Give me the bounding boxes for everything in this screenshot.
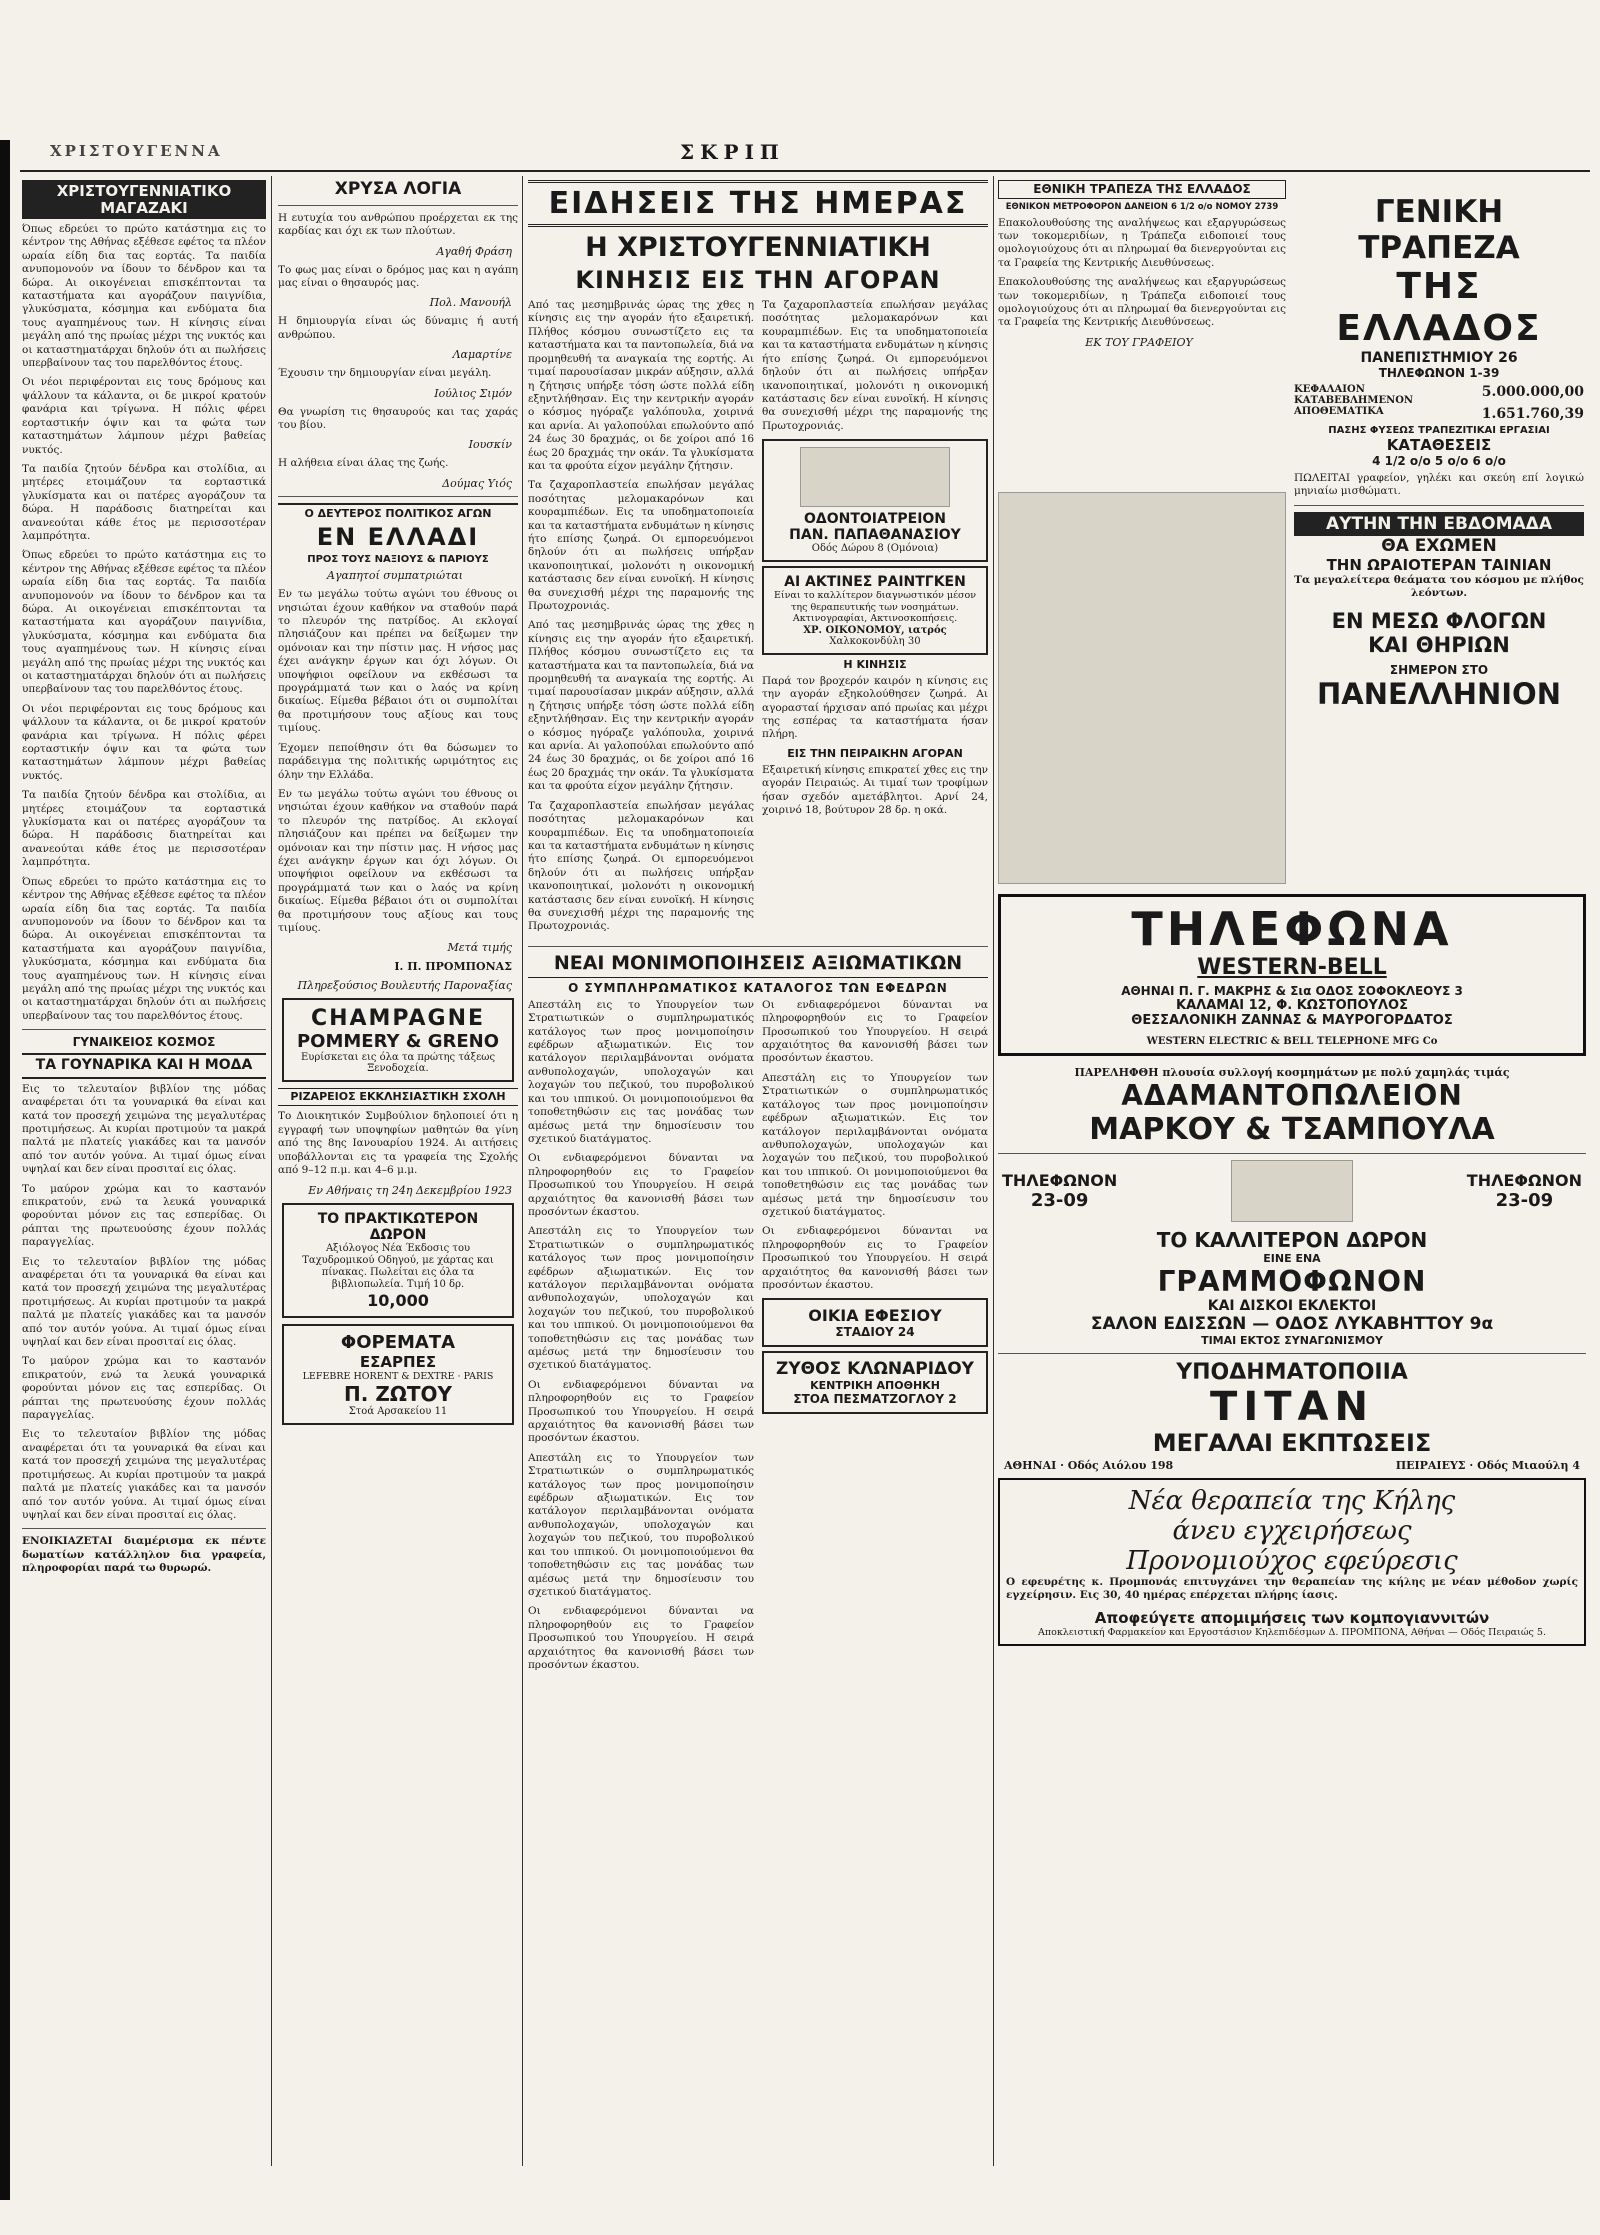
gramophone-phones-row xyxy=(1002,1160,1582,1222)
women-section-title: ΓΥΝΑΙΚΕΙΟΣ ΚΟΣΜΟΣ xyxy=(72,1035,216,1050)
officers-left-column xyxy=(528,999,754,1679)
officers-columns xyxy=(528,999,988,1679)
gramophone-illustration xyxy=(1231,1160,1353,1222)
quote-author: Δούμας Υιός xyxy=(442,476,512,490)
divider xyxy=(998,1153,1586,1154)
women-headline: ΤΑ ΓΟΥΝΑΡΙΚΑ ΚΑΙ Η ΜΟΔΑ xyxy=(22,1053,266,1078)
bank-row xyxy=(998,176,1586,468)
national-bank-text: Επακολουθούσης της αναλήψεως και εξαργυρώσεως των τοκομεριδίων, η Τράπεζα ειδοποιεί τους ομολογιούχους ότι αι πληρωμαί θα διενεργούνται εις τα Γραφεία της Κεντρικής Διευθύνσεως. xyxy=(998,216,1286,269)
general-bank-rates: 4 1/2 ο/ο 5 ο/ο 6 ο/ο xyxy=(1372,454,1506,468)
champagne-line2: POMMERY & GRENO xyxy=(296,1031,500,1053)
cinema-title2: ΚΑΙ ΘΗΡΙΩΝ xyxy=(1368,632,1510,657)
national-bank-signature: ΕΚ ΤΟΥ ΓΡΑΦΕΙΟΥ xyxy=(1085,335,1193,349)
gramophone-phone-right xyxy=(1467,1171,1582,1211)
xray-address: Χαλκοκονδύλη 30 xyxy=(829,635,921,647)
cinema-week: ΑΥΤΗΝ ΤΗΝ ΕΒΔΟΜΑΔΑ xyxy=(1294,512,1584,536)
sale-notice: ΠΩΛΕΙΤΑΙ γραφείον, γηλέκι και σκεύη επί λογικώ μηνιαίω μισθώματι. xyxy=(1294,472,1584,498)
officers-text: Απεστάλη εις το Υπουργείον των Στρατιωτικών ο συμπληρωματικός κατάλογος των προς μονιμοποίησιν εφέδρων αξιωματικών. Εις τον κατάλογον περιλαμβάνονται ονόματα ανθυπολοχαγών, υπολοχαγών και λοχαγών του πεζικού, του πυροβολικού και του ιππικού. Οι μονιμοποιούμενοι θα τοποθετηθώσιν εις τας μονάδας των αμέσως μετά την δημοσίευσιν του σχετικού διατάγματος. xyxy=(762,1071,988,1218)
section-title-news: ΕΙΔΗΣΕΙΣ ΤΗΣ ΗΜΕΡΑΣ xyxy=(528,180,988,227)
beer-ad xyxy=(762,1351,988,1414)
xray-title: ΑΙ ΑΚΤΙΝΕΣ ΡΑΙΝΤΓΚΕΝ xyxy=(784,574,966,591)
quote-text: Η ευτυχία του ανθρώπου προέρχεται εκ της καρδίας και όχι εκ των πλούτων. xyxy=(278,211,518,238)
national-bank-title: ΕΘΝΙΚΗ ΤΡΑΠΕΖΑ ΤΗΣ ΕΛΛΑΔΟΣ xyxy=(998,180,1286,199)
header-left-label: ΧΡΙΣΤΟΥΓΕΝΝΑ xyxy=(50,142,223,160)
divider xyxy=(998,1353,1586,1354)
women-article: Το μαύρον χρώμα και το καστανόν επικρατούν, ενώ τα λευκά γουναρικά φορούνται μόνον εις τας εσπερίδας. Οι ράπται της πρωτευούσης έχουν πολλάς παραγγελίας. xyxy=(22,1355,266,1422)
officers-text: Οι ενδιαφερόμενοι δύνανται να πληροφορηθούν εις το Γραφείον Προσωπικού του Υπουργείου. Η σειρά αρχαιότητος θα κανονισθή βάσει των προσόντων έκαστου. xyxy=(762,1225,988,1291)
women-article: Εις το τελευταίον βιβλίον της μόδας αναφέρεται ότι τα γουναρικά θα είναι και κατά τον προσεχή χειμώνα της μεγαλυτέρας προτιμήσεως. Αι κυρίαι προτιμούν τα μακρά παλτά με πλατείς γιακάδες και τα μανσόν από τον αυτόν γούνα. Αι τιμαί όμως είναι υψηλαί και δεν είναι προσιταί εις όλας. xyxy=(22,1255,266,1349)
general-bank-capital-row xyxy=(1294,384,1584,406)
women-article: Εις το τελευταίον βιβλίον της μόδας αναφέρεται ότι τα γουναρικά θα είναι και κατά τον προσεχή χειμώνα της μεγαλυτέρας προτιμήσεως. Αι κυρίαι προτιμούν τα μακρά παλτά με πλατείς γιακάδες και τα μανσόν από τον αυτόν γούνα. Αι τιμαί όμως είναι υψηλαί και δεν είναι προσιταί εις όλας. xyxy=(22,1082,266,1176)
dentist-name: ΠΑΝ. ΠΑΠΑΘΑΝΑΣΙΟΥ xyxy=(789,527,961,544)
news-right-column xyxy=(762,299,988,940)
race-article: Εν τω μεγάλω τούτω αγώνι του έθνους οι νησιώται έχουν καθήκον να σταθούν παρά το πλευρόν της πατρίδος. Αι εκλογαί πλησιάζουν και πρέπει να δείξωμεν την ομόνοιαν και την πίστιν μας. Η νήσος μας έχει ανάγκην έργων και όχι λόγων. Οι υποψήφιοι οφείλουν να εκθέσωσι τα προγράμματά των και ο λαός να κρίνη δικαίως. Είμεθα βέβαιοι ότι οι συμπολίται θα προτιμήσουν τους αξίους και τους τιμίους. xyxy=(278,787,518,934)
lion-tamer-illustration xyxy=(998,492,1286,884)
race-signature-label: Μετά τιμής xyxy=(447,941,512,955)
piraeus-text: Εξαιρετική κίνησις επικρατεί χθες εις την αγοράν Πειραιώς. Αι τιμαί των τροφίμων ήσαν σχεδόν αμετάβλητοι. Αρνί 24, χοιρινό 18, βούτυρον 28 δρ. η οκά. xyxy=(762,763,988,817)
movement-text: Παρά τον βροχερόν καιρόν η κίνησις εις την αγοράν εξηκολούθησεν ζωηρά. Αι αγορασταί ήρχισαν από πρωίας και μέχρι της εσπέρας τα καταστήματα ήσαν πλήρη. xyxy=(762,674,988,741)
column-rule xyxy=(271,176,272,2166)
officers-text: Οι ενδιαφερόμενοι δύνανται να πληροφορηθούν εις το Γραφείον Προσωπικού του Υπουργείου. Η σειρά αρχαιότητος θα κανονισθή βάσει των προσόντων έκαστου. xyxy=(762,998,988,1065)
col1-article: Τα παιδία ζητούν δένδρα και στολίδια, αι μητέρες ετοιμάζουν τα εορταστικά γλυκίσματα και οι πατέρες αγοράζουν τα δώρα. Η παράδοσις διατηρείται και ανανεούται κάθε έτος με περισσοτέραν λαμπρότητα. xyxy=(22,789,266,869)
hernia-text: Ο εφευρέτης κ. Προμπονάς επιτυγχάνει την θεραπείαν της κήλης με νέαν μέθοδον χωρίς εγχείρησιν. Εις 30, 40 ημέρας επέρχεται πλήρης ίασις. xyxy=(1006,1576,1578,1602)
hernia-footer: Αποκλειστική Φαρμακείον και Εργοστάσιον Κηλεπιδέσμων Δ. ΠΡΟΜΠΟΝΑ, Αθήναι — Οδός Πειραιώς 5. xyxy=(1038,1626,1546,1638)
shoes-sale: ΜΕΓΑΛΑΙ ΕΚΠΤΩΣΕΙΣ xyxy=(1152,1429,1432,1457)
capital-label: ΚΕΦΑΛΑΙΟΝ ΚΑΤΑΒΕΒΛΗΜΕΝΟΝ xyxy=(1294,384,1414,406)
beer-address: ΣΤΟΑ ΠΕΣΜΑΤΖΟΓΛΟΥ 2 xyxy=(793,1392,957,1407)
officers-text: Οι ενδιαφερόμενοι δύνανται να πληροφορηθούν εις το Γραφείον Προσωπικού του Υπουργείου. Η σειρά αρχαιότητος θα κανονισθή βάσει των προσόντων έκαστου. xyxy=(528,1152,754,1218)
race-subtitle: ΠΡΟΣ ΤΟΥΣ ΝΑΞΙΟΥΣ & ΠΑΡΙΟΥΣ xyxy=(307,554,489,566)
rent-notice: ΕΝΟΙΚΙΑΖΕΤΑΙ διαμέρισμα εκ πέντε δωματίων κατάλληλον δια γραφεία, πληροφορίαι παρά τω θυρωρώ. xyxy=(22,1535,266,1575)
col1-article: Όπως εδρεύει το πρώτο κατάστημα εις το κέντρον της Αθήνας εξέθεσε εφέτος τα πλέον ωραία είδη δια τας εορτάς. Τα παιδία ανυπομονούν να ίδουν το δένδρον και τα δώρα. Αι οικογένειαι επισκέπτονται τα καταστήματα και αγοράζουν παιγνίδια, γλυκύσματα, κόσμημα και ενδύματα δια τους αγαπημένους των. Η κίνησις είναι μεγάλη από της πρωίας μέχρι της νυκτός και οι καταστηματάρχαι δηλούν ότι αι πωλήσεις υπερβαίνουν τας του παρελθόντος έτους. xyxy=(22,223,266,370)
beer-subtitle: ΚΕΝΤΡΙΚΗ ΑΠΟΘΗΚΗ xyxy=(810,1379,940,1393)
school-text: Το Διοικητικόν Συμβούλιον δηλοποιεί ότι η εγγραφή των υποψηφίων μαθητών θα γίνη από της 8ης Ιανουαρίου 1924. Αι αιτήσεις υποβάλλονται εις τα γραφεία της Σχολής από 9–12 π.μ. και 4–6 μ.μ. xyxy=(278,1110,518,1177)
shoes-athens: ΑΘΗΝΑΙ · Οδός Αιόλου 198 xyxy=(1004,1459,1174,1472)
zotou-address: Στοά Αρσακείου 11 xyxy=(348,1405,448,1417)
jewel-title: ΑΔΑΜΑΝΤΟΠΩΛΕΙΟΝ xyxy=(1121,1079,1463,1112)
gramophone-phone-label: ΤΗΛΕΦΩΝΟΝ xyxy=(1002,1171,1118,1190)
quote-author: Πολ. Μανουήλ xyxy=(429,296,512,310)
gramophone-subtitle: ΚΑΙ ΔΙΣΚΟΙ ΕΚΛΕΚΤΟΙ xyxy=(1207,1298,1377,1314)
news-article: Τα ζαχαροπλαστεία επωλήσαν μεγάλας ποσότητας μελομακαρόνων και κουραμπιέδων. Εις τα υποδηματοποιεία και τα καταστήματα ενδυμάτων η κίνησις ήτο επίσης ζωηρά. Οι εμπορευόμενοι δηλούν ότι αι πωλήσεις υπήρξαν ικανοποιητικαί, μολονότι η οικονομική κατάστασις δεν είναι ευνοϊκή. Η κίνησις θα συνεχισθή μέχρι της παραμονής της Πρωτοχρονιάς. xyxy=(528,799,754,933)
jewel-names: ΜΑΡΚΟΥ & ΤΣΑΜΠΟΥΛΑ xyxy=(1089,1112,1495,1147)
officers-text: Οι ενδιαφερόμενοι δύνανται να πληροφορηθούν εις το Γραφείον Προσωπικού του Υπουργείου. Η σειρά αρχαιότητος θα κανονισθή βάσει των προσόντων έκαστου. xyxy=(528,1605,754,1671)
phones-kalamai: ΚΑΛΑΜΑΙ 12, Φ. ΚΩΣΤΟΠΟΥΛΟΣ xyxy=(1176,998,1408,1013)
champagne-note: Ευρίσκεται εις όλα τα πρώτης τάξεως Ξενοδοχεία. xyxy=(300,1052,496,1075)
women-article: Εις το τελευταίον βιβλίον της μόδας αναφέρεται ότι τα γουναρικά θα είναι και κατά τον προσεχή χειμώνα της μεγαλυτέρας προτιμήσεως. Αι κυρίαι προτιμούν τα μακρά παλτά με πλατείς γιακάδες και τα μανσόν από τον αυτόν γούνα. Αι τιμαί όμως είναι υψηλαί και δεν είναι προσιταί εις όλας. xyxy=(22,1428,266,1521)
hernia-title2: άνευ εγχειρήσεως xyxy=(1172,1516,1412,1546)
divider xyxy=(528,946,988,947)
column-rule xyxy=(522,176,523,2166)
cinema-title1: ΕΝ ΜΕΣΩ ΦΛΟΓΩΝ xyxy=(1331,608,1547,633)
hernia-title3: Προνομιούχος εφεύρεσις xyxy=(1126,1546,1458,1576)
col1-article: Οι νέοι περιφέρονται εις τους δρόμους και ψάλλουν τα κάλαντα, οι δε μικροί κρατούν φανάρια και τρίγωνα. Η πόλις φέρει εορταστικήν όψιν και τα φώτα των καταστημάτων λάμπουν μέχρι βαθείας νυκτός. xyxy=(22,376,266,456)
col1-article: Τα παιδία ζητούν δένδρα και στολίδια, αι μητέρες ετοιμάζουν τα εορταστικά γλυκίσματα και οι πατέρες αγοράζουν τα δώρα. Η παράδοσις διατηρείται και ανανεούται κάθε έτος με περισσοτέραν λαμπρότητα. xyxy=(22,462,266,542)
col1-article: Όπως εδρεύει το πρώτο κατάστημα εις το κέντρον της Αθήνας εξέθεσε εφέτος τα πλέον ωραία είδη δια τας εορτάς. Τα παιδία ανυπομονούν να ίδουν το δένδρον και τα δώρα. Αι οικογένειαι επισκέπτονται τα καταστήματα και αγοράζουν παιγνίδια, γλυκύσματα, κόσμημα και ενδύματα δια τους αγαπημένους των. Η κίνησις είναι μεγάλη από της πρωίας μέχρι της νυκτός και οι καταστηματάρχαι δηλούν ότι αι πωλήσεις υπερβαίνουν τας του παρελθόντος έτους. xyxy=(22,875,266,1022)
zotou-name: Π. ΖΩΤΟΥ xyxy=(344,1381,452,1406)
beer-title: ΖΥΘΟΣ ΚΛΩΝΑΡΙΔΟΥ xyxy=(776,1359,974,1380)
news-article: Από τας μεσημβρινάς ώρας της χθες η κίνησις εις την αγοράν ήτο εξαιρετική. Πλήθος κόσμου συνωστίζετο εις τα καταστήματα και τα παντοπωλεία, διά να προμηθευθή τα αναγκαία της εορτής. Αι τιμαί παρουσίασαν μικράν αύξησιν, αλλά η ζήτησις υπήρξε τόση ώστε πολλά είδη εξηντλήθησαν. Εις την κεντρικήν αγοράν ο κόσμος ηγόραζε γαλόπουλα, χοιρινά και αρνία. Αι γαλοπούλαι επωλούντο από 24 έως 30 δραχμάς, οι δε χοίροι από 16 έως 20 δραχμάς την οκάν. Τα γλυκίσματα και τα φρούτα είχον μεγάλην ζήτησιν. xyxy=(528,299,754,472)
gramophone-phone-number: 23-09 xyxy=(1030,1190,1089,1211)
gramophone-phone-number: 23-09 xyxy=(1495,1190,1554,1211)
gift-text: Αξιόλογος Νέα Έκδοσις του Ταχυδρομικού Οδηγού, με χάρτας και πίνακας. Πωλείται εις όλα τα βιβλιοπωλεία. Τιμή 10 δρ. xyxy=(302,1242,494,1290)
dentist-ad xyxy=(762,439,988,562)
gramophone-prices: ΤΙΜΑΙ ΕΚΤΟΣ ΣΥΝΑΓΩΝΙΣΜΟΥ xyxy=(1201,1334,1383,1347)
xray-text: Είναι το καλλίτερον διαγνωστικόν μέσον της θεραπευτικής των νοσημάτων. Ακτινογραφίαι, Ακτινοσκοπήσεις. xyxy=(773,590,977,625)
race-title: Ο ΔΕΥΤΕΡΟΣ ΠΟΛΙΤΙΚΟΣ ΑΓΩΝ xyxy=(278,503,518,520)
shoes-name: ΤΙΤΑΝ xyxy=(1210,1384,1374,1430)
hernia-avoid: Αποφεύγετε απομιμήσεις των κομπογιαννιτών xyxy=(1094,1608,1490,1627)
news-headline-2: ΚΙΝΗΣΙΣ ΕΙΣ ΤΗΝ ΑΓΟΡΑΝ xyxy=(575,265,941,294)
col1-article: Όπως εδρεύει το πρώτο κατάστημα εις το κέντρον της Αθήνας εξέθεσε εφέτος τα πλέον ωραία είδη δια τας εορτάς. Τα παιδία ανυπομονούν να ίδουν το δένδρον και τα δώρα. Αι οικογένειαι επισκέπτονται τα καταστήματα και αγοράζουν παιγνίδια, γλυκύσματα, κόσμημα και ενδύματα δια τους αγαπημένους των. Η κίνησις είναι μεγάλη από της πρωίας μέχρι της νυκτός και οι καταστηματάρχαι δηλούν ότι αι πωλήσεις υπερβαίνουν τας του παρελθόντος έτους. xyxy=(22,549,266,696)
quote-author: Λαμαρτίνε xyxy=(452,348,512,362)
race-signature-note: Πληρεξούσιος Βουλευτής Παροναξίας xyxy=(297,979,512,993)
dresses-title: ΦΟΡΕΜΑΤΑ xyxy=(340,1331,456,1353)
gift-price: 10,000 xyxy=(367,1290,429,1310)
cinema-line3: ΤΗΝ ΩΡΑΙΟΤΕΡΑΝ ΤΑΙΝΙΑΝ xyxy=(1326,555,1552,574)
gramophone-best-gift: ΤΟ ΚΑΛΛΙΤΕΡΟΝ ΔΩΡΟΝ xyxy=(1156,1228,1428,1252)
gramophone-salon: ΣΑΛΟΝ ΕΔΙΣΣΩΝ — ΟΔΟΣ ΛΥΚΑΒΗΤΤΟΥ 9α xyxy=(1090,1314,1494,1334)
dentist-title: ΟΔΟΝΤΟΙΑΤΡΕΙΟΝ xyxy=(803,511,947,528)
capital-value: 5.000.000,00 xyxy=(1481,384,1584,400)
general-bank-services: ΠΑΣΗΣ ΦΥΣΕΩΣ ΤΡΑΠΕΖΙΤΙΚΑΙ ΕΡΓΑΣΙΑΙ xyxy=(1328,425,1550,436)
ephesus-title: ΟΙΚΙΑ ΕΦΕΣΙΟΥ xyxy=(808,1306,942,1326)
xray-ad xyxy=(762,566,988,655)
national-bank-notice xyxy=(998,176,1286,468)
col1-headline: ΧΡΙΣΤΟΥΓΕΝΝΙΑΤΙΚΟ ΜΑΓΑΖΑΚΙ xyxy=(22,180,266,219)
race-article: Εν τω μεγάλω τούτω αγώνι του έθνους οι νησιώται έχουν καθήκον να σταθούν παρά το πλευρόν της πατρίδος. Αι εκλογαί πλησιάζουν και πρέπει να δείξωμεν την ομόνοιαν και την πίστιν μας. Η νήσος μας έχει ανάγκην έργων και όχι λόγων. Οι υποψήφιοι οφείλουν να εκθέσωσι τα προγράμματά των και ο λαός να κρίνη δικαίως. Είμεθα βέβαιοι ότι οι συμπολίται θα προτιμήσουν τους αξίους και τους τιμίους. xyxy=(278,588,518,735)
champagne-ad xyxy=(282,998,514,1082)
officers-subtitle: Ο ΣΥΜΠΛΗΡΩΜΑΤΙΚΟΣ ΚΑΤΑΛΟΓΟΣ ΤΩΝ ΕΦΕΔΡΩΝ xyxy=(568,980,948,995)
general-bank-line1: ΓΕΝΙΚΗ ΤΡΑΠΕΖΑ xyxy=(1358,194,1520,266)
ephesus-subtitle: ΣΤΑΔΙΟΥ 24 xyxy=(835,1325,915,1340)
dresses-subtitle: ΕΣΑΡΠΕΣ xyxy=(359,1352,437,1371)
xray-doctor: ΧΡ. ΟΙΚΟΝΟΜΟΥ, ιατρός xyxy=(803,624,947,636)
quote-text: Έχουσιν την δημιουργίαν είναι μεγάλη. xyxy=(278,367,492,380)
column-3 xyxy=(528,176,988,2166)
women-article: Το μαύρον χρώμα και το καστανόν επικρατούν, ενώ τα λευκά γουναρικά φορούνται μόνον εις τας εσπερίδας. Οι ράπται της πρωτευούσης έχουν πολλάς παραγγελίας. xyxy=(22,1182,266,1249)
cinema-today: ΣΗΜΕΡΟΝ ΣΤΟ xyxy=(1389,662,1489,677)
race-byline: Αγαπητοί συμπατριώται xyxy=(327,569,463,583)
gift-title: ΤΟ ΠΡΑΚΤΙΚΩΤΕΡΟΝ ΔΩΡΟΝ xyxy=(317,1210,479,1243)
lion-illustration-column xyxy=(998,472,1286,884)
reserve-label: ΑΠΟΘΕΜΑΤΙΚΑ xyxy=(1294,406,1384,417)
jewel-note: ΠΑΡΕΛΗΦΘΗ πλουσία συλλογή κοσμημάτων με πολύ χαμηλάς τιμάς xyxy=(1074,1066,1510,1079)
general-bank-address: ΠΑΝΕΠΙΣΤΗΜΙΟΥ 26 xyxy=(1360,350,1518,366)
reserve-value: 1.651.760,39 xyxy=(1481,406,1584,422)
news-headline-1: Η ΧΡΙΣΤΟΥΓΕΝΝΙΑΤΙΚΗ xyxy=(585,232,931,263)
general-bank-deposits: ΚΑΤΑΘΕΣΕΙΣ xyxy=(1386,436,1492,454)
news-columns xyxy=(528,299,988,940)
dentist-illustration xyxy=(800,447,950,507)
piraeus-title: ΕΙΣ ΤΗΝ ΠΕΙΡΑΙΚΗΝ ΑΓΟΡΑΝ xyxy=(787,746,963,760)
officers-text: Απεστάλη εις το Υπουργείον των Στρατιωτικών ο συμπληρωματικός κατάλογος των προς μονιμοποίησιν εφέδρων αξιωματικών. Εις τον κατάλογον περιλαμβάνονται ονόματα ανθυπολοχαγών, υπολοχαγών και λοχαγών του πεζικού, του πυροβολικού και του ιππικού. Οι μονιμοποιούμενοι θα τοποθετηθώσιν εις τας μονάδας των αμέσως μετά την δημοσίευσιν του σχετικού διατάγματος. xyxy=(528,1451,754,1598)
race-signature-name: Ι. Π. ΠΡΟΜΠΟΝΑΣ xyxy=(394,960,512,974)
phones-brand: WESTERN-BELL xyxy=(1197,955,1387,980)
shoes-title: ΥΠΟΔΗΜΑΤΟΠΟΙΙΑ xyxy=(1176,1360,1408,1385)
race-headline: ΕΝ ΕΛΛΑΔΙ xyxy=(316,522,480,551)
gramophone-phone-left xyxy=(1002,1171,1117,1211)
cinema-row xyxy=(998,472,1586,884)
champagne-line1: CHAMPAGNE xyxy=(310,1006,486,1032)
cinema-ad xyxy=(1294,472,1584,884)
general-bank-reserve-row xyxy=(1294,406,1584,422)
phones-athens: ΑΘΗΝΑΙ Π. Γ. ΜΑΚΡΗΣ & Σια ΟΔΟΣ ΣΟΦΟΚΛΕΟΥΣ 3 xyxy=(1121,984,1463,998)
news-article: Από τας μεσημβρινάς ώρας της χθες η κίνησις εις την αγοράν ήτο εξαιρετική. Πλήθος κόσμου συνωστίζετο εις τα καταστήματα και τα παντοπωλεία, διά να προμηθευθή τα αναγκαία της εορτής. Αι τιμαί παρουσίασαν μικράν αύξησιν, αλλά η ζήτησις υπήρξε τόση ώστε πολλά είδη εξηντλήθησαν. Εις την κεντρικήν αγοράν ο κόσμος ηγόραζε γαλόπουλα, χοιρινά και αρνία. Αι γαλοπούλαι επωλούντο από 24 έως 30 δραχμάς, οι δε χοίροι από 16 έως 20 δραχμάς την οκάν. Τα γλυκίσματα και τα φρούτα είχον μεγάλην ζήτησιν. xyxy=(528,619,754,793)
phones-title: ΤΗΛΕΦΩΝΑ xyxy=(1131,902,1453,956)
column-2 xyxy=(278,176,518,2166)
school-title: ΡΙΖΑΡΕΙΟΣ ΕΚΚΛΗΣΙΑΣΤΙΚΗ ΣΧΟΛΗ xyxy=(278,1088,518,1106)
national-bank-text: Επακολουθούσης της αναλήψεως και εξαργυρώσεως των τοκομεριδίων, η Τράπεζα ειδοποιεί τους ομολογιούχους ότι αι πληρωμαί θα διενεργούνται εις τα Γραφεία της Κεντρικής Διευθύνσεως. xyxy=(998,276,1286,329)
quote-author: Αγαθή Φράση xyxy=(436,244,512,258)
dresses-ad xyxy=(282,1324,514,1425)
dentist-address: Οδός Δώρου 8 (Ομόνοια) xyxy=(811,543,939,555)
officers-text: Απεστάλη εις το Υπουργείον των Στρατιωτικών ο συμπληρωματικός κατάλογος των προς μονιμοποίησιν εφέδρων αξιωματικών. Εις τον κατάλογον περιλαμβάνονται ονόματα ανθυπολοχαγών, υπολοχαγών και λοχαγών του πεζικού, του πυροβολικού και του ιππικού. Οι μονιμοποιούμενοι θα τοποθετηθώσιν εις τας μονάδας των αμέσως μετά την δημοσίευσιν του σχετικού διατάγματος. xyxy=(528,1225,754,1372)
general-bank-phone: ΤΗΛΕΦΩΝΟΝ 1-39 xyxy=(1378,366,1500,380)
quote-author: Ιουσκίν xyxy=(468,438,512,452)
col2-headline: ΧΡΥΣΑ ΛΟΓΙΑ xyxy=(334,179,462,199)
news-left-column xyxy=(528,299,754,940)
divider xyxy=(22,1029,266,1030)
national-bank-subtitle: ΕΘΝΙΚΟΝ ΜΕΤΡΟΦΟΡΟΝ ΔΑΝΕΙΟΝ 6 1/2 ο/ο ΝΟΜΟΥ 2739 xyxy=(1005,202,1279,213)
shoes-piraeus: ΠΕΙΡΑΙΕΥΣ · Οδός Μιαούλη 4 xyxy=(1395,1459,1580,1472)
page-header xyxy=(20,140,1590,172)
shoes-addresses xyxy=(1004,1459,1580,1472)
officers-section-title: ΝΕΑΙ ΜΟΝΙΜΟΠΟΙΗΣΕΙΣ ΑΞΙΩΜΑΤΙΚΩΝ xyxy=(528,953,988,978)
hernia-ad xyxy=(998,1478,1586,1646)
dresses-text: LEFEBRE HORENT & DEXTRE · PARIS xyxy=(302,1370,494,1382)
officers-text: Απεστάλη εις το Υπουργείον των Στρατιωτικών ο συμπληρωματικός κατάλογος των προς μονιμοποίησιν εφέδρων αξιωματικών. Εις τον κατάλογον περιλαμβάνονται ονόματα ανθυπολοχαγών, υπολοχαγών και λοχαγών του πεζικού, του πυροβολικού και του ιππικού. Οι μονιμοποιούμενοι θα τοποθετηθώσιν εις τας μονάδας των αμέσως μετά την δημοσίευσιν του σχετικού διατάγματος. xyxy=(528,998,754,1145)
column-rule xyxy=(993,176,994,2166)
divider xyxy=(1294,505,1584,506)
gramophone-title: ΓΡΑΜΜΟΦΩΝΟΝ xyxy=(1157,1265,1427,1298)
hernia-title1: Νέα θεραπεία της Κήλης xyxy=(1128,1486,1456,1516)
officers-right-column xyxy=(762,999,988,1679)
divider xyxy=(22,1528,266,1529)
col1-article: Οι νέοι περιφέρονται εις τους δρόμους και ψάλλουν τα κάλαντα, οι δε μικροί κρατούν φανάρια και τρίγωνα. Η πόλις φέρει εορταστικήν όψιν και τα φώτα των καταστημάτων λάμπουν μέχρι βαθείας νυκτός. xyxy=(22,702,266,782)
cinema-venue: ΠΑΝΕΛΛΗΝΙΟΝ xyxy=(1317,676,1561,711)
movement-title: Η ΚΙΝΗΣΙΣ xyxy=(843,657,907,671)
phones-thessaloniki: ΘΕΣΣΑΛΟΝΙΚΗ ΖΑΝΝΑΣ & ΜΑΥΡΟΓΟΡΔΑΤΟΣ xyxy=(1131,1013,1453,1028)
quote-author: Ιούλιος Σιμόν xyxy=(434,386,512,400)
race-article: Έχομεν πεποίθησιν ότι θα δώσωμεν το παράδειγμα της πολιτικής ωριμότητος εις όλην την Ελλάδα. xyxy=(278,741,518,781)
column-1 xyxy=(22,176,266,2166)
page-label: ΣΚΡΙΠ xyxy=(680,140,785,164)
page-edge xyxy=(0,140,10,2200)
gramophone-phone-label: ΤΗΛΕΦΩΝΟΝ xyxy=(1466,1171,1582,1190)
gramophone-is: ΕΙΝΕ ΕΝΑ xyxy=(1263,1252,1321,1265)
gift-ad xyxy=(282,1203,514,1318)
news-article: Τα ζαχαροπλαστεία επωλήσαν μεγάλας ποσότητας μελομακαρόνων και κουραμπιέδων. Εις τα υποδηματοποιεία και τα καταστήματα ενδυμάτων η κίνησις ήτο επίσης ζωηρά. Οι εμπορευόμενοι δηλούν ότι αι πωλήσεις υπήρξαν ικανοποιητικαί, μολονότι η οικονομική κατάστασις δεν είναι ευνοϊκή. Η κίνησις θα συνεχισθή μέχρι της παραμονής της Πρωτοχρονιάς. xyxy=(528,479,754,613)
cinema-line2: ΘΑ ΕΧΩΜΕΝ xyxy=(1381,535,1497,556)
ephesus-ad xyxy=(762,1298,988,1347)
phones-ad xyxy=(998,894,1586,1056)
school-date: Εν Αθήναις τη 24η Δεκεμβρίου 1923 xyxy=(308,1183,512,1197)
quote-text: Η δημιουργία είναι ώς δύναμις ή αυτή ανθρώπου. xyxy=(278,315,518,341)
phones-footer: WESTERN ELECTRIC & BELL TELEPHONE MFG Co xyxy=(1146,1036,1438,1047)
cinema-text: Τα μεγαλείτερα θεάματα του κόσμου με πλήθος λεόντων. xyxy=(1294,573,1584,600)
divider xyxy=(278,496,518,497)
general-bank-ad xyxy=(1294,176,1584,468)
quote-text: Η αλήθεια είναι άλας της ζωής. xyxy=(278,457,449,470)
quote-text: Το φως μας είναι ο δρόμος μας και η αγάπη μας είναι ο θησαυρός μας. xyxy=(278,263,518,289)
news-article: Τα ζαχαροπλαστεία επωλήσαν μεγάλας ποσότητας μελομακαρόνων και κουραμπιέδων. Εις τα υποδηματοποιεία και τα καταστήματα ενδυμάτων η κίνησις ήτο επίσης ζωηρά. Οι εμπορευόμενοι δηλούν ότι αι πωλήσεις υπήρξαν ικανοποιητικαί, μολονότι η οικονομική κατάστασις δεν είναι ευνοϊκή. Η κίνησις θα συνεχισθή μέχρι της παραμονής της Πρωτοχρονιάς. xyxy=(762,299,988,432)
divider xyxy=(278,205,518,206)
column-4 xyxy=(998,176,1586,2166)
officers-text: Οι ενδιαφερόμενοι δύνανται να πληροφορηθούν εις το Γραφείον Προσωπικού του Υπουργείου. Η σειρά αρχαιότητος θα κανονισθή βάσει των προσόντων έκαστου. xyxy=(528,1378,754,1445)
quote-text: Θα γνωρίση τις θησαυρούς και τας χαράς του βίου. xyxy=(278,405,518,431)
general-bank-line2: ΤΗΣ ΕΛΛΑΔΟΣ xyxy=(1336,266,1542,349)
